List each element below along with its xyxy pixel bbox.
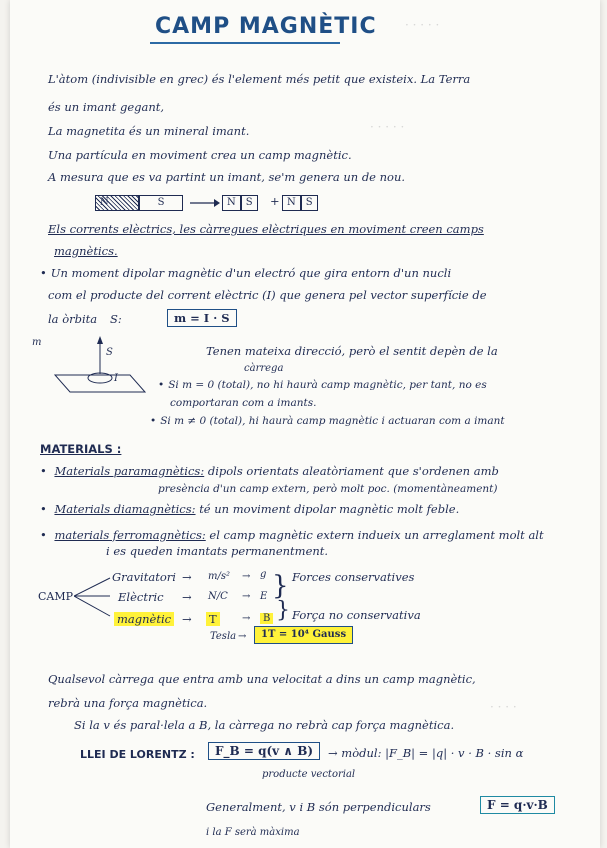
ghost-text: · · · · (490, 700, 517, 714)
lorentz-modul: → mòdul: |F_B| = |q| · v · B · sin α (328, 746, 524, 760)
arrow-icon: → (238, 631, 247, 642)
intro-line: Una partícula en moviment crea un camp magnètic. (48, 148, 352, 162)
case-zero: • Si m = 0 (total), no hi haurà camp magnètic, per tant, no es (158, 378, 487, 392)
m-vector-label: m (32, 337, 42, 348)
plus-sign: + (270, 194, 280, 208)
cut-line: i la F serà màxima (206, 827, 300, 838)
material-item (40, 528, 544, 542)
current-label: I (114, 373, 118, 384)
material-desc-cont: presència d'un camp extern, però molt poc. (momentàneament) (158, 483, 498, 495)
gravitatori-unit: m/s² (208, 571, 230, 582)
ghost-text: · · · · · (405, 18, 440, 32)
electric-symbol: E (260, 591, 268, 602)
arrow-icon: → (182, 612, 192, 626)
intro-line: La magnetita és un mineral imant. (48, 124, 250, 138)
direction-note: Tenen mateixa direcció, però el sentit depèn de la (206, 344, 498, 358)
electric-label: Elèctric (118, 590, 164, 604)
material-desc: el camp magnètic extern indueix un arreglament molt alt (209, 528, 544, 542)
electric-unit: N/C (208, 591, 228, 602)
intro-line: és un imant gegant, (48, 100, 165, 114)
material-desc: té un moviment dipolar magnètic molt feble. (199, 502, 460, 516)
magnet-n-cell: N (222, 195, 241, 211)
title-underline (150, 42, 340, 44)
lorentz-formula: F_B = q(v ∧ B) (208, 742, 320, 760)
magnet-s-cell: S (241, 195, 258, 211)
brace-icon: } (272, 571, 289, 601)
magnet-n-cell: N (282, 195, 301, 211)
s-vector-label: S (106, 347, 113, 358)
brace-icon: } (276, 598, 290, 623)
arrow-right-icon (190, 198, 220, 208)
tesla-label: Tesla (210, 631, 237, 642)
arrow-icon: → (182, 590, 192, 604)
currents-line: magnètics. (54, 244, 118, 258)
magnetic-unit-highlight: T (206, 612, 220, 626)
magnetic-label (114, 612, 174, 626)
notebook-page (10, 0, 600, 848)
arrow-icon: → (242, 613, 251, 624)
material-item (40, 502, 459, 516)
magnet-s-cell: S (301, 195, 318, 211)
materials-heading: MATERIALS : (40, 442, 122, 456)
magnet-result-b (282, 194, 318, 211)
branch-lines (74, 572, 114, 620)
magnetic-unit (206, 612, 220, 626)
page-title: CAMP MAGNÈTIC (155, 14, 377, 39)
dipole-line: com el producte del corrent elèctric (I) que genera pel vector superfície de (48, 288, 487, 302)
dipole-line: • Un moment dipolar magnètic d'un electró que gira entorn d'un nucli (40, 266, 451, 280)
case-nonzero: • Si m ≠ 0 (total), hi haurà camp magnètic i actuaran com a imant (150, 414, 505, 428)
magnet-s-cell: S (139, 195, 183, 211)
currents-line: Els corrents elèctrics, les càrregues elèctriques en moviment creen camps (48, 222, 484, 236)
arrow-icon: → (242, 591, 251, 602)
material-name: Materials diamagnètics: (54, 502, 196, 516)
arrow-icon: → (242, 571, 251, 582)
material-name: Materials paramagnètics: (54, 464, 205, 478)
lorentz-line: Si la v és paral·lela a B, la càrrega no rebrà cap força magnètica. (74, 718, 455, 732)
magnetic-highlight: magnètic (114, 612, 174, 626)
gravitatori-symbol: g (260, 569, 267, 580)
material-name: materials ferromagnètics: (54, 528, 206, 542)
tesla-equation: 1T = 10⁴ Gauss (254, 626, 353, 644)
conservative-label: Forces conservatives (292, 570, 415, 584)
material-desc: dipols orientats aleatòriament que s'ordenen amb (207, 464, 499, 478)
gravitatori-label: Gravitatori (112, 570, 176, 584)
dipole-formula: m = I · S (167, 309, 237, 327)
dipole-line: la òrbita (48, 312, 98, 326)
non-conservative-label: Força no conservativa (292, 608, 421, 622)
ghost-text: · · · · · (370, 120, 405, 134)
intro-line: L'àtom (indivisible en grec) és l'element més petit que existeix. La Terra (48, 72, 471, 86)
simple-force-formula: F = q·v·B (480, 796, 555, 814)
magnet-diagram (95, 194, 183, 211)
arrow-icon: → (182, 570, 192, 584)
case-zero-cont: comportaran com a imants. (170, 397, 317, 409)
magnetic-symbol (260, 612, 273, 626)
magnet-n-cell: N (95, 195, 139, 211)
intro-line: A mesura que es va partint un imant, se'm genera un de nou. (48, 170, 406, 184)
magnetic-symbol-highlight: B (260, 613, 273, 624)
loop-diagram (50, 330, 155, 400)
lorentz-line: rebrà una força magnètica. (48, 696, 208, 710)
general-line: Generalment, v i B són perpendiculars (206, 800, 431, 814)
material-desc-cont: i es queden imantats permanentment. (106, 544, 329, 558)
lorentz-product-note: producte vectorial (262, 769, 356, 780)
material-item (40, 464, 499, 478)
lorentz-line: Qualsevol càrrega que entra amb una velocitat a dins un camp magnètic, (48, 672, 476, 686)
lorentz-law-label: LLEI DE LORENTZ : (80, 748, 195, 761)
camp-label: CAMP (38, 590, 74, 603)
magnet-result-a (222, 194, 258, 211)
direction-note-cont: càrrega (244, 363, 284, 374)
surface-symbol: S: (110, 312, 122, 326)
